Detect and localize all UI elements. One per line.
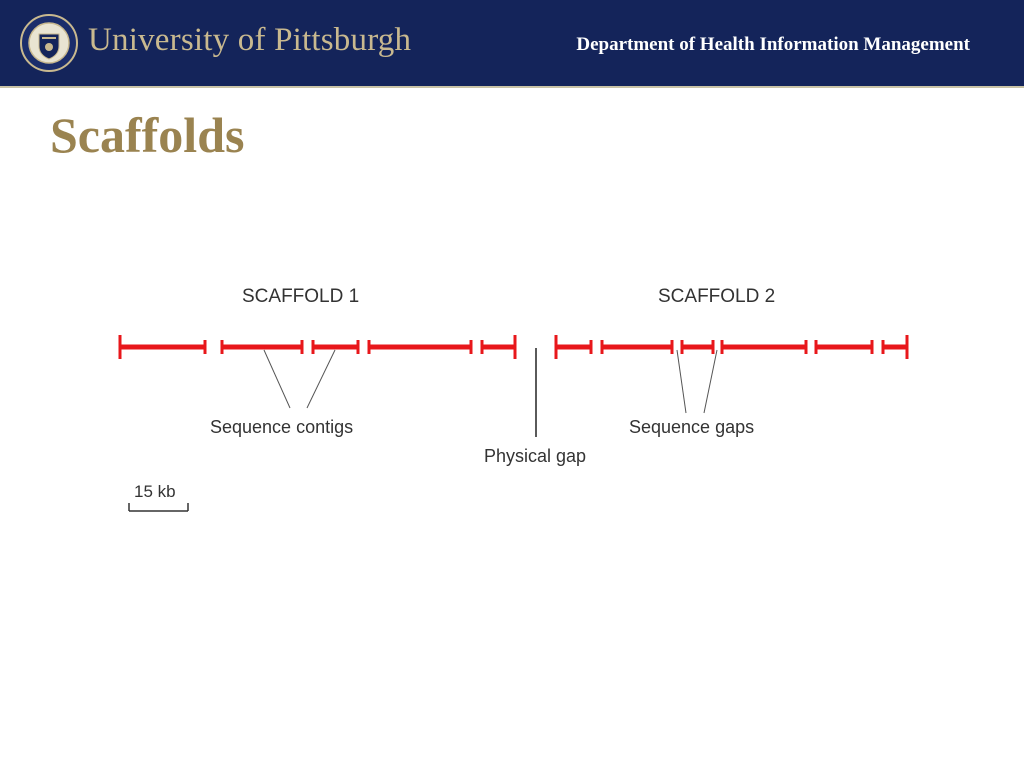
department-name: Department of Health Information Management <box>576 34 970 55</box>
physical-gap-label: Physical gap <box>484 446 587 466</box>
slide-title: Scaffolds <box>50 107 245 163</box>
scaffold-1-label: SCAFFOLD 1 <box>242 286 360 307</box>
sequence-gaps-label: Sequence gaps <box>629 417 755 437</box>
contig-pointer-line <box>264 350 290 408</box>
university-name: University of Pittsburgh <box>88 22 412 58</box>
contig <box>120 335 205 359</box>
contig <box>883 335 907 359</box>
scaffold-2-contigs <box>556 335 907 359</box>
scale-label: 15 kb <box>134 482 176 501</box>
scaffold-1-contigs <box>120 335 515 359</box>
gap-pointer-line <box>677 350 686 413</box>
contig <box>816 340 872 354</box>
contig <box>313 340 358 354</box>
contig <box>556 335 591 359</box>
contig-pointer-line <box>307 350 335 408</box>
gap-pointer-line <box>704 350 717 413</box>
sequence-contigs-label: Sequence contigs <box>210 417 354 437</box>
contig <box>482 335 515 359</box>
contig <box>722 340 806 354</box>
contig <box>222 340 302 354</box>
scaffold-2-label: SCAFFOLD 2 <box>658 286 776 307</box>
contig <box>682 340 713 354</box>
contig <box>369 340 471 354</box>
contig <box>602 340 672 354</box>
scale-bar <box>129 503 188 511</box>
